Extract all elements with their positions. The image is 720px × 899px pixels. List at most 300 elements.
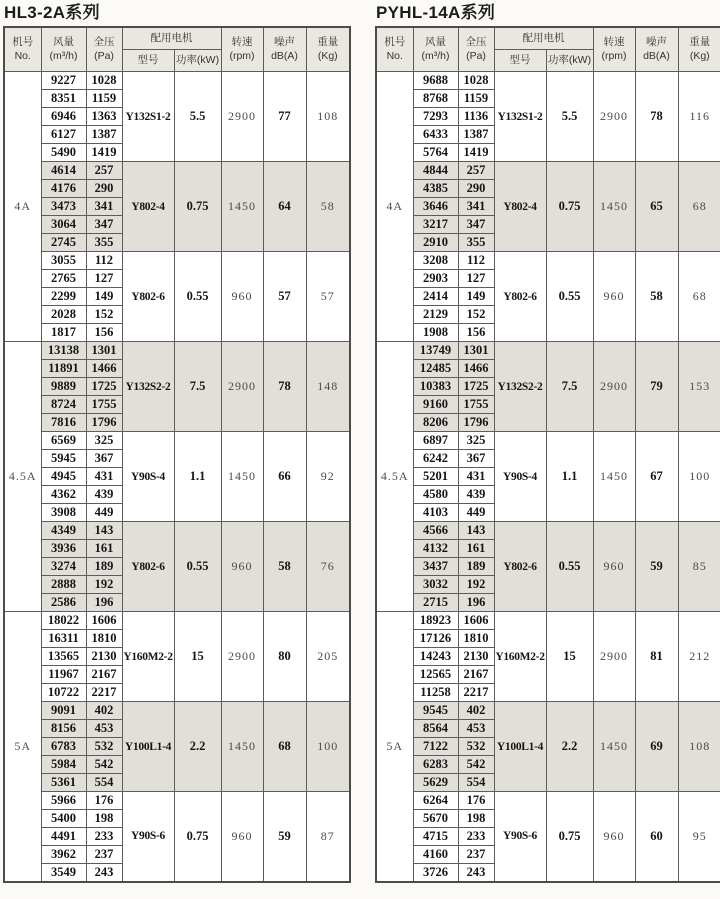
pressure-cell: 431: [458, 468, 494, 486]
speed-cell: 2900: [593, 72, 635, 162]
airflow-cell: 4580: [413, 486, 458, 504]
pressure-cell: 1301: [458, 342, 494, 360]
noise-cell: 77: [263, 72, 306, 162]
pressure-cell: 156: [86, 324, 122, 342]
motor-power-cell: 2.2: [546, 702, 593, 792]
airflow-cell: 6897: [413, 432, 458, 450]
airflow-cell: 6783: [41, 738, 86, 756]
airflow-cell: 5400: [41, 810, 86, 828]
header-airflow: 风量 (m³/h): [413, 27, 458, 72]
airflow-cell: 2888: [41, 576, 86, 594]
pressure-cell: 1159: [458, 90, 494, 108]
weight-cell: 116: [678, 72, 720, 162]
pressure-cell: 542: [86, 756, 122, 774]
motor-power-cell: 2.2: [174, 702, 221, 792]
airflow-cell: 9160: [413, 396, 458, 414]
pressure-cell: 1755: [86, 396, 122, 414]
table-header: [4, 27, 350, 72]
noise-cell: 57: [263, 252, 306, 342]
weight-cell: 205: [306, 612, 350, 702]
weight-cell: 68: [678, 162, 720, 252]
airflow-cell: 3217: [413, 216, 458, 234]
pressure-cell: 112: [86, 252, 122, 270]
motor-model-cell: Y100L1-4: [122, 702, 174, 792]
airflow-cell: 11891: [41, 360, 86, 378]
noise-cell: 64: [263, 162, 306, 252]
airflow-cell: 4945: [41, 468, 86, 486]
pressure-cell: 1363: [86, 108, 122, 126]
airflow-cell: 5984: [41, 756, 86, 774]
speed-cell: 960: [221, 522, 263, 612]
weight-cell: 100: [306, 702, 350, 792]
airflow-cell: 12565: [413, 666, 458, 684]
airflow-cell: 6569: [41, 432, 86, 450]
motor-model-cell: Y160M2-2: [494, 612, 546, 702]
airflow-cell: 3936: [41, 540, 86, 558]
airflow-cell: 4349: [41, 522, 86, 540]
table-row: [4, 342, 350, 360]
pressure-cell: 2167: [86, 666, 122, 684]
motor-model-cell: Y802-4: [122, 162, 174, 252]
airflow-cell: 3646: [413, 198, 458, 216]
pressure-cell: 237: [458, 846, 494, 864]
airflow-cell: 10383: [413, 378, 458, 396]
pressure-cell: 1606: [458, 612, 494, 630]
airflow-cell: 4614: [41, 162, 86, 180]
pressure-cell: 161: [458, 540, 494, 558]
motor-power-cell: 15: [174, 612, 221, 702]
airflow-cell: 3962: [41, 846, 86, 864]
header-motor-model: 型号: [494, 50, 546, 72]
motor-power-cell: 0.75: [546, 792, 593, 882]
table-title-pyhl-14a: PYHL-14A系列: [376, 3, 496, 22]
pressure-cell: 1419: [458, 144, 494, 162]
speed-cell: 960: [593, 792, 635, 882]
table-row: [376, 342, 720, 360]
airflow-cell: 8768: [413, 90, 458, 108]
airflow-cell: 5670: [413, 810, 458, 828]
table-title-hl3-2a: HL3-2A系列: [4, 3, 100, 22]
noise-cell: 79: [635, 342, 678, 432]
airflow-cell: 3908: [41, 504, 86, 522]
pressure-cell: 198: [458, 810, 494, 828]
motor-power-cell: 0.55: [546, 252, 593, 342]
pressure-cell: 453: [458, 720, 494, 738]
header-motor: 配用电机: [494, 27, 593, 50]
airflow-cell: 9091: [41, 702, 86, 720]
airflow-cell: 2715: [413, 594, 458, 612]
pressure-cell: 542: [458, 756, 494, 774]
table-row: [4, 72, 350, 90]
machine-no-cell: 4A: [376, 72, 413, 342]
pressure-cell: 1810: [458, 630, 494, 648]
airflow-cell: 3208: [413, 252, 458, 270]
table-body: [4, 72, 350, 882]
pressure-cell: 290: [86, 180, 122, 198]
airflow-cell: 9889: [41, 378, 86, 396]
noise-cell: 59: [635, 522, 678, 612]
airflow-cell: 8351: [41, 90, 86, 108]
pressure-cell: 325: [458, 432, 494, 450]
pressure-cell: 453: [86, 720, 122, 738]
noise-cell: 67: [635, 432, 678, 522]
noise-cell: 78: [263, 342, 306, 432]
airflow-cell: 3274: [41, 558, 86, 576]
pressure-cell: 237: [86, 846, 122, 864]
table-row: [4, 432, 350, 450]
airflow-cell: 5490: [41, 144, 86, 162]
motor-model-cell: Y90S-6: [122, 792, 174, 882]
airflow-cell: 4491: [41, 828, 86, 846]
airflow-cell: 3437: [413, 558, 458, 576]
airflow-cell: 5201: [413, 468, 458, 486]
weight-cell: 108: [306, 72, 350, 162]
spec-table-hl3-2a: [3, 26, 351, 883]
pressure-cell: 2217: [458, 684, 494, 702]
weight-cell: 95: [678, 792, 720, 882]
pressure-cell: 1606: [86, 612, 122, 630]
pressure-cell: 347: [458, 216, 494, 234]
motor-power-cell: 0.75: [546, 162, 593, 252]
motor-power-cell: 0.55: [546, 522, 593, 612]
pressure-cell: 192: [458, 576, 494, 594]
motor-power-cell: 5.5: [174, 72, 221, 162]
airflow-cell: 6127: [41, 126, 86, 144]
noise-cell: 69: [635, 702, 678, 792]
airflow-cell: 4160: [413, 846, 458, 864]
header-machine-no: 机号 No.: [376, 27, 413, 72]
pressure-cell: 152: [458, 306, 494, 324]
airflow-cell: 9688: [413, 72, 458, 90]
table-row: [376, 432, 720, 450]
pressure-cell: 196: [86, 594, 122, 612]
header-noise: 噪声 dB(A): [263, 27, 306, 72]
pressure-cell: 112: [458, 252, 494, 270]
pressure-cell: 1301: [86, 342, 122, 360]
noise-cell: 66: [263, 432, 306, 522]
motor-power-cell: 15: [546, 612, 593, 702]
motor-power-cell: 7.5: [174, 342, 221, 432]
pressure-cell: 1810: [86, 630, 122, 648]
table-body: [376, 72, 720, 882]
pressure-cell: 176: [458, 792, 494, 810]
table-block-pyhl-14a: [375, 2, 720, 883]
speed-cell: 1450: [593, 702, 635, 792]
table-block-hl3-2a: [3, 2, 349, 883]
table-row: [376, 162, 720, 180]
airflow-cell: 9227: [41, 72, 86, 90]
motor-model-cell: Y132S1-2: [494, 72, 546, 162]
pressure-cell: 1466: [86, 360, 122, 378]
speed-cell: 960: [221, 252, 263, 342]
airflow-cell: 2586: [41, 594, 86, 612]
noise-cell: 65: [635, 162, 678, 252]
airflow-cell: 7122: [413, 738, 458, 756]
spec-table-pyhl-14a: [375, 26, 720, 883]
speed-cell: 2900: [221, 72, 263, 162]
pressure-cell: 341: [458, 198, 494, 216]
motor-model-cell: Y802-6: [494, 522, 546, 612]
noise-cell: 80: [263, 612, 306, 702]
speed-cell: 2900: [221, 342, 263, 432]
airflow-cell: 3473: [41, 198, 86, 216]
pressure-cell: 233: [458, 828, 494, 846]
motor-model-cell: Y90S-4: [494, 432, 546, 522]
airflow-cell: 6242: [413, 450, 458, 468]
airflow-cell: 5966: [41, 792, 86, 810]
airflow-cell: 6264: [413, 792, 458, 810]
pressure-cell: 233: [86, 828, 122, 846]
machine-no-cell: 4A: [4, 72, 41, 342]
airflow-cell: 4566: [413, 522, 458, 540]
pressure-cell: 127: [458, 270, 494, 288]
table-row: [4, 252, 350, 270]
pressure-cell: 449: [458, 504, 494, 522]
table-row: [4, 792, 350, 810]
airflow-cell: 1817: [41, 324, 86, 342]
airflow-cell: 5945: [41, 450, 86, 468]
table-row: [4, 162, 350, 180]
airflow-cell: 2299: [41, 288, 86, 306]
header-motor-power: 功率(kW): [546, 50, 593, 72]
motor-power-cell: 0.55: [174, 522, 221, 612]
motor-model-cell: Y100L1-4: [494, 702, 546, 792]
pressure-cell: 439: [86, 486, 122, 504]
motor-model-cell: Y90S-6: [494, 792, 546, 882]
header-machine-no: 机号 No.: [4, 27, 41, 72]
airflow-cell: 4103: [413, 504, 458, 522]
weight-cell: 92: [306, 432, 350, 522]
pressure-cell: 1387: [86, 126, 122, 144]
airflow-cell: 13138: [41, 342, 86, 360]
pressure-cell: 402: [86, 702, 122, 720]
speed-cell: 2900: [221, 612, 263, 702]
speed-cell: 960: [593, 252, 635, 342]
speed-cell: 1450: [593, 162, 635, 252]
airflow-cell: 8564: [413, 720, 458, 738]
motor-model-cell: Y90S-4: [122, 432, 174, 522]
weight-cell: 153: [678, 342, 720, 432]
airflow-cell: 3055: [41, 252, 86, 270]
motor-power-cell: 1.1: [174, 432, 221, 522]
table-row: [376, 612, 720, 630]
motor-power-cell: 0.75: [174, 162, 221, 252]
airflow-cell: 5764: [413, 144, 458, 162]
airflow-cell: 4132: [413, 540, 458, 558]
pressure-cell: 532: [86, 738, 122, 756]
airflow-cell: 2129: [413, 306, 458, 324]
weight-cell: 87: [306, 792, 350, 882]
table-row: [4, 612, 350, 630]
header-weight: 重量 (Kg): [678, 27, 720, 72]
motor-model-cell: Y132S2-2: [494, 342, 546, 432]
airflow-cell: 9545: [413, 702, 458, 720]
airflow-cell: 2910: [413, 234, 458, 252]
pressure-cell: 341: [86, 198, 122, 216]
speed-cell: 2900: [593, 612, 635, 702]
speed-cell: 960: [221, 792, 263, 882]
pressure-cell: 1419: [86, 144, 122, 162]
table-row: [376, 792, 720, 810]
pressure-cell: 554: [86, 774, 122, 792]
header-motor: 配用电机: [122, 27, 221, 50]
airflow-cell: 4362: [41, 486, 86, 504]
pressure-cell: 1725: [458, 378, 494, 396]
motor-model-cell: Y132S2-2: [122, 342, 174, 432]
motor-model-cell: Y802-6: [122, 522, 174, 612]
speed-cell: 2900: [593, 342, 635, 432]
pressure-cell: 1466: [458, 360, 494, 378]
airflow-cell: 5629: [413, 774, 458, 792]
airflow-cell: 6433: [413, 126, 458, 144]
weight-cell: 57: [306, 252, 350, 342]
pressure-cell: 1796: [458, 414, 494, 432]
pressure-cell: 257: [86, 162, 122, 180]
airflow-cell: 2765: [41, 270, 86, 288]
pressure-cell: 143: [458, 522, 494, 540]
motor-model-cell: Y160M2-2: [122, 612, 174, 702]
airflow-cell: 18022: [41, 612, 86, 630]
header-motor-power: 功率(kW): [174, 50, 221, 72]
noise-cell: 81: [635, 612, 678, 702]
header-noise: 噪声 dB(A): [635, 27, 678, 72]
pressure-cell: 189: [458, 558, 494, 576]
speed-cell: 1450: [221, 432, 263, 522]
pressure-cell: 1159: [86, 90, 122, 108]
pressure-cell: 402: [458, 702, 494, 720]
weight-cell: 76: [306, 522, 350, 612]
airflow-cell: 4176: [41, 180, 86, 198]
pressure-cell: 431: [86, 468, 122, 486]
pressure-cell: 355: [458, 234, 494, 252]
pressure-cell: 1725: [86, 378, 122, 396]
pressure-cell: 189: [86, 558, 122, 576]
table-row: [376, 522, 720, 540]
speed-cell: 1450: [221, 162, 263, 252]
airflow-cell: 7293: [413, 108, 458, 126]
airflow-cell: 1908: [413, 324, 458, 342]
airflow-cell: 12485: [413, 360, 458, 378]
weight-cell: 148: [306, 342, 350, 432]
airflow-cell: 8156: [41, 720, 86, 738]
header-speed: 转速 (rpm): [593, 27, 635, 72]
airflow-cell: 2414: [413, 288, 458, 306]
pressure-cell: 149: [458, 288, 494, 306]
pressure-cell: 152: [86, 306, 122, 324]
table-row: [4, 522, 350, 540]
airflow-cell: 2028: [41, 306, 86, 324]
motor-model-cell: Y802-4: [494, 162, 546, 252]
speed-cell: 960: [593, 522, 635, 612]
noise-cell: 58: [263, 522, 306, 612]
weight-cell: 85: [678, 522, 720, 612]
airflow-cell: 11258: [413, 684, 458, 702]
table-row: [376, 252, 720, 270]
airflow-cell: 3549: [41, 864, 86, 882]
airflow-cell: 10722: [41, 684, 86, 702]
machine-no-cell: 4.5A: [4, 342, 41, 612]
airflow-cell: 13565: [41, 648, 86, 666]
table-row: [4, 702, 350, 720]
weight-cell: 108: [678, 702, 720, 792]
pressure-cell: 257: [458, 162, 494, 180]
header-weight: 重量 (Kg): [306, 27, 350, 72]
airflow-cell: 6946: [41, 108, 86, 126]
pressure-cell: 198: [86, 810, 122, 828]
pressure-cell: 290: [458, 180, 494, 198]
pressure-cell: 367: [86, 450, 122, 468]
pressure-cell: 176: [86, 792, 122, 810]
motor-power-cell: 0.75: [174, 792, 221, 882]
motor-model-cell: Y802-6: [122, 252, 174, 342]
header-pressure: 全压 (Pa): [458, 27, 494, 72]
pressure-cell: 2217: [86, 684, 122, 702]
airflow-cell: 3032: [413, 576, 458, 594]
noise-cell: 59: [263, 792, 306, 882]
airflow-cell: 13749: [413, 342, 458, 360]
table-header: [376, 27, 720, 72]
pressure-cell: 1136: [458, 108, 494, 126]
airflow-cell: 3064: [41, 216, 86, 234]
machine-no-cell: 5A: [376, 612, 413, 882]
airflow-cell: 5361: [41, 774, 86, 792]
pressure-cell: 127: [86, 270, 122, 288]
noise-cell: 60: [635, 792, 678, 882]
speed-cell: 1450: [221, 702, 263, 792]
table-row: [376, 702, 720, 720]
airflow-cell: 18923: [413, 612, 458, 630]
pressure-cell: 149: [86, 288, 122, 306]
speed-cell: 1450: [593, 432, 635, 522]
pressure-cell: 156: [458, 324, 494, 342]
pressure-cell: 243: [458, 864, 494, 882]
airflow-cell: 14243: [413, 648, 458, 666]
header-motor-model: 型号: [122, 50, 174, 72]
pressure-cell: 449: [86, 504, 122, 522]
pressure-cell: 1387: [458, 126, 494, 144]
motor-power-cell: 1.1: [546, 432, 593, 522]
pressure-cell: 2130: [458, 648, 494, 666]
airflow-cell: 8206: [413, 414, 458, 432]
airflow-cell: 8724: [41, 396, 86, 414]
motor-model-cell: Y132S1-2: [122, 72, 174, 162]
noise-cell: 78: [635, 72, 678, 162]
pressure-cell: 143: [86, 522, 122, 540]
noise-cell: 58: [635, 252, 678, 342]
pressure-cell: 325: [86, 432, 122, 450]
pressure-cell: 532: [458, 738, 494, 756]
airflow-cell: 2903: [413, 270, 458, 288]
pressure-cell: 2167: [458, 666, 494, 684]
pressure-cell: 192: [86, 576, 122, 594]
pressure-cell: 347: [86, 216, 122, 234]
pressure-cell: 1755: [458, 396, 494, 414]
pressure-cell: 1028: [458, 72, 494, 90]
pressure-cell: 2130: [86, 648, 122, 666]
airflow-cell: 16311: [41, 630, 86, 648]
motor-power-cell: 0.55: [174, 252, 221, 342]
header-airflow: 风量 (m³/h): [41, 27, 86, 72]
pressure-cell: 243: [86, 864, 122, 882]
pressure-cell: 439: [458, 486, 494, 504]
pressure-cell: 161: [86, 540, 122, 558]
airflow-cell: 2745: [41, 234, 86, 252]
weight-cell: 212: [678, 612, 720, 702]
table-row: [376, 72, 720, 90]
airflow-cell: 17126: [413, 630, 458, 648]
pressure-cell: 1796: [86, 414, 122, 432]
motor-model-cell: Y802-6: [494, 252, 546, 342]
